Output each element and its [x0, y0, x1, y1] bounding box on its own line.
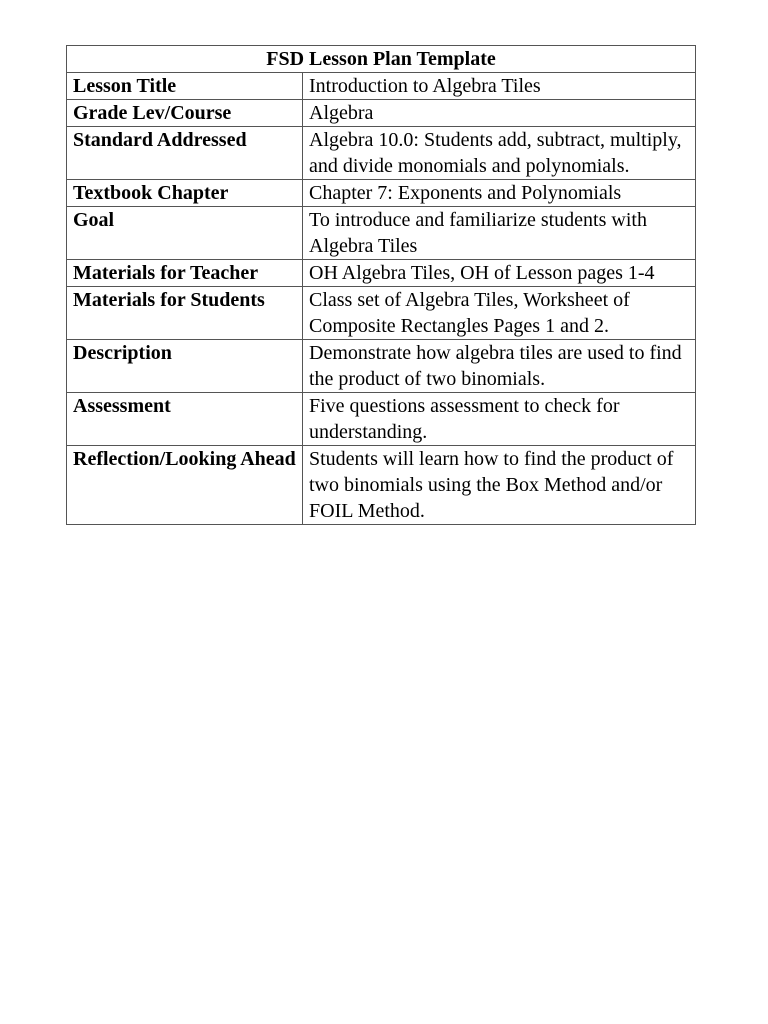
row-value-lesson-title: Introduction to Algebra Tiles — [303, 73, 696, 100]
table-row — [67, 127, 696, 180]
row-label-goal: Goal — [67, 207, 303, 260]
table-title: FSD Lesson Plan Template — [67, 46, 696, 73]
lesson-plan-table — [66, 45, 696, 525]
row-label-reflection: Reflection/Looking Ahead — [67, 446, 303, 525]
row-value-reflection: Students will learn how to find the product of two binomials using the Box Method and/or FOIL Method. — [303, 446, 696, 525]
row-value-textbook-chapter: Chapter 7: Exponents and Polynomials — [303, 180, 696, 207]
table-header-row — [67, 46, 696, 73]
row-label-materials-students: Materials for Students — [67, 287, 303, 340]
row-label-materials-teacher: Materials for Teacher — [67, 260, 303, 287]
table-row — [67, 100, 696, 127]
row-label-grade-course: Grade Lev/Course — [67, 100, 303, 127]
row-label-assessment: Assessment — [67, 393, 303, 446]
row-value-materials-students: Class set of Algebra Tiles, Worksheet of Composite Rectangles Pages 1 and 2. — [303, 287, 696, 340]
table-row — [67, 207, 696, 260]
table-row — [67, 446, 696, 525]
table-row — [67, 73, 696, 100]
table-row — [67, 260, 696, 287]
row-label-standard-addressed: Standard Addressed — [67, 127, 303, 180]
row-label-lesson-title: Lesson Title — [67, 73, 303, 100]
row-value-grade-course: Algebra — [303, 100, 696, 127]
row-label-description: Description — [67, 340, 303, 393]
table-row — [67, 393, 696, 446]
row-label-textbook-chapter: Textbook Chapter — [67, 180, 303, 207]
row-value-description: Demonstrate how algebra tiles are used to find the product of two binomials. — [303, 340, 696, 393]
row-value-materials-teacher: OH Algebra Tiles, OH of Lesson pages 1-4 — [303, 260, 696, 287]
row-value-standard-addressed: Algebra 10.0: Students add, subtract, multiply, and divide monomials and polynomials. — [303, 127, 696, 180]
row-value-goal: To introduce and familiarize students with Algebra Tiles — [303, 207, 696, 260]
table-row — [67, 340, 696, 393]
row-value-assessment: Five questions assessment to check for understanding. — [303, 393, 696, 446]
table-row — [67, 180, 696, 207]
table-row — [67, 287, 696, 340]
